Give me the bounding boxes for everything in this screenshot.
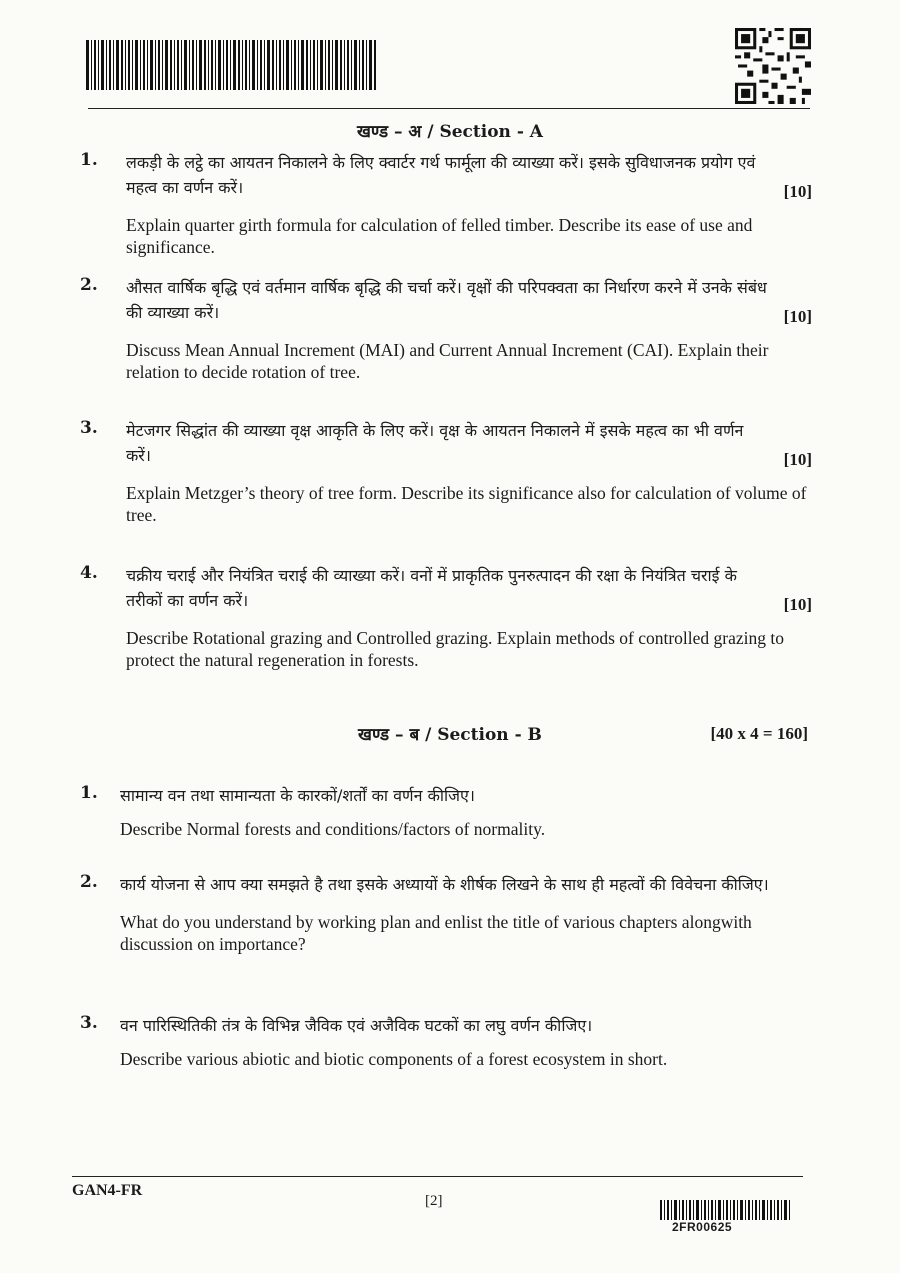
question-hindi: सामान्य वन तथा सामान्यता के कारकों/शर्तों का वर्णन कीजिए। xyxy=(120,786,475,805)
question-hindi: कार्य योजना से आप क्या समझते है तथा इसके अध्यायों के शीर्षक लिखने के साथ ही महत्वों की विवेचना कीजिए। xyxy=(120,875,769,894)
question-marks: [10] xyxy=(783,595,812,614)
barcode-bottom xyxy=(660,1200,790,1220)
question-english: Describe Normal forests and conditions/factors of normality. xyxy=(120,819,546,839)
question-english: Discuss Mean Annual Increment (MAI) and Current Annual Increment (CAI). Explain their relation to decide rotation of tree. xyxy=(126,340,769,382)
question-marks: [10] xyxy=(783,182,812,201)
question-number: 3. xyxy=(80,418,98,438)
question-marks: [10] xyxy=(783,307,812,326)
question-english: Describe various abiotic and biotic components of a forest ecosystem in short. xyxy=(120,1049,668,1069)
question-a1 xyxy=(80,150,812,258)
question-hindi: चक्रीय चराई और नियंत्रित चराई की व्याख्या करें। वनों में प्राकृतिक पुनरुत्पादन की रक्षा के नियंत्रित चराई के तरीकों का वर्णन करें। xyxy=(126,566,737,610)
question-number: 2. xyxy=(80,275,98,295)
question-a4 xyxy=(80,563,812,671)
footer-rule xyxy=(72,1176,803,1177)
section-b-marks: [40 x 4 = 160] xyxy=(710,724,808,743)
qr-code xyxy=(735,28,811,104)
barcode-top xyxy=(86,40,376,90)
question-english: Explain Metzger’s theory of tree form. Describe its significance also for calculation of volume of tree. xyxy=(126,483,807,525)
question-hindi: वन पारिस्थितिकी तंत्र के विभिन्न जैविक एवं अजैविक घटकों का लघु वर्णन कीजिए। xyxy=(120,1016,593,1035)
question-english: Explain quarter girth formula for calculation of felled timber. Describe its ease of use and significance. xyxy=(126,215,753,257)
section-a-heading: खण्ड – अ / Section - A xyxy=(357,122,543,142)
question-b1 xyxy=(80,783,812,840)
question-hindi: लकड़ी के लट्ठे का आयतन निकालने के लिए क्वार्टर गर्थ फार्मूला की व्याख्या करें। इसके सुविधाजनक प्रयोग एवं महत्व का वर्णन करें। xyxy=(126,153,756,197)
question-english: Describe Rotational grazing and Controlled grazing. Explain methods of controlled grazing to protect the natural regeneration in forests. xyxy=(126,628,785,670)
header-rule xyxy=(88,108,810,109)
question-b3 xyxy=(80,1013,812,1070)
question-hindi: औसत वार्षिक बृद्धि एवं वर्तमान वार्षिक बृद्धि की चर्चा करें। वृक्षों की परिपक्वता का निर्धारण करने में उनके संबंध की व्याख्या करें। xyxy=(126,278,767,322)
question-english: What do you understand by working plan and enlist the title of various chapters alongwith discussion on importance? xyxy=(120,912,752,954)
question-marks: [10] xyxy=(783,450,812,469)
question-a3 xyxy=(80,418,812,526)
question-number: 1. xyxy=(80,150,98,170)
question-a2 xyxy=(80,275,812,383)
question-b2 xyxy=(80,872,812,955)
question-number: 4. xyxy=(80,563,98,583)
barcode-text: 2FR00625 xyxy=(672,1220,733,1234)
section-b-heading: खण्ड – ब / Section - B xyxy=(358,725,542,745)
page-number: [2] xyxy=(425,1193,443,1209)
question-number: 1. xyxy=(80,783,98,803)
question-hindi: मेटजगर सिद्धांत की व्याख्या वृक्ष आकृति के लिए करें। वृक्ष के आयतन निकालने में इसके महत्व का भी वर्णन करें। xyxy=(126,421,744,465)
question-number: 3. xyxy=(80,1013,98,1033)
paper-code: GAN4-FR xyxy=(72,1182,143,1199)
question-number: 2. xyxy=(80,872,98,892)
